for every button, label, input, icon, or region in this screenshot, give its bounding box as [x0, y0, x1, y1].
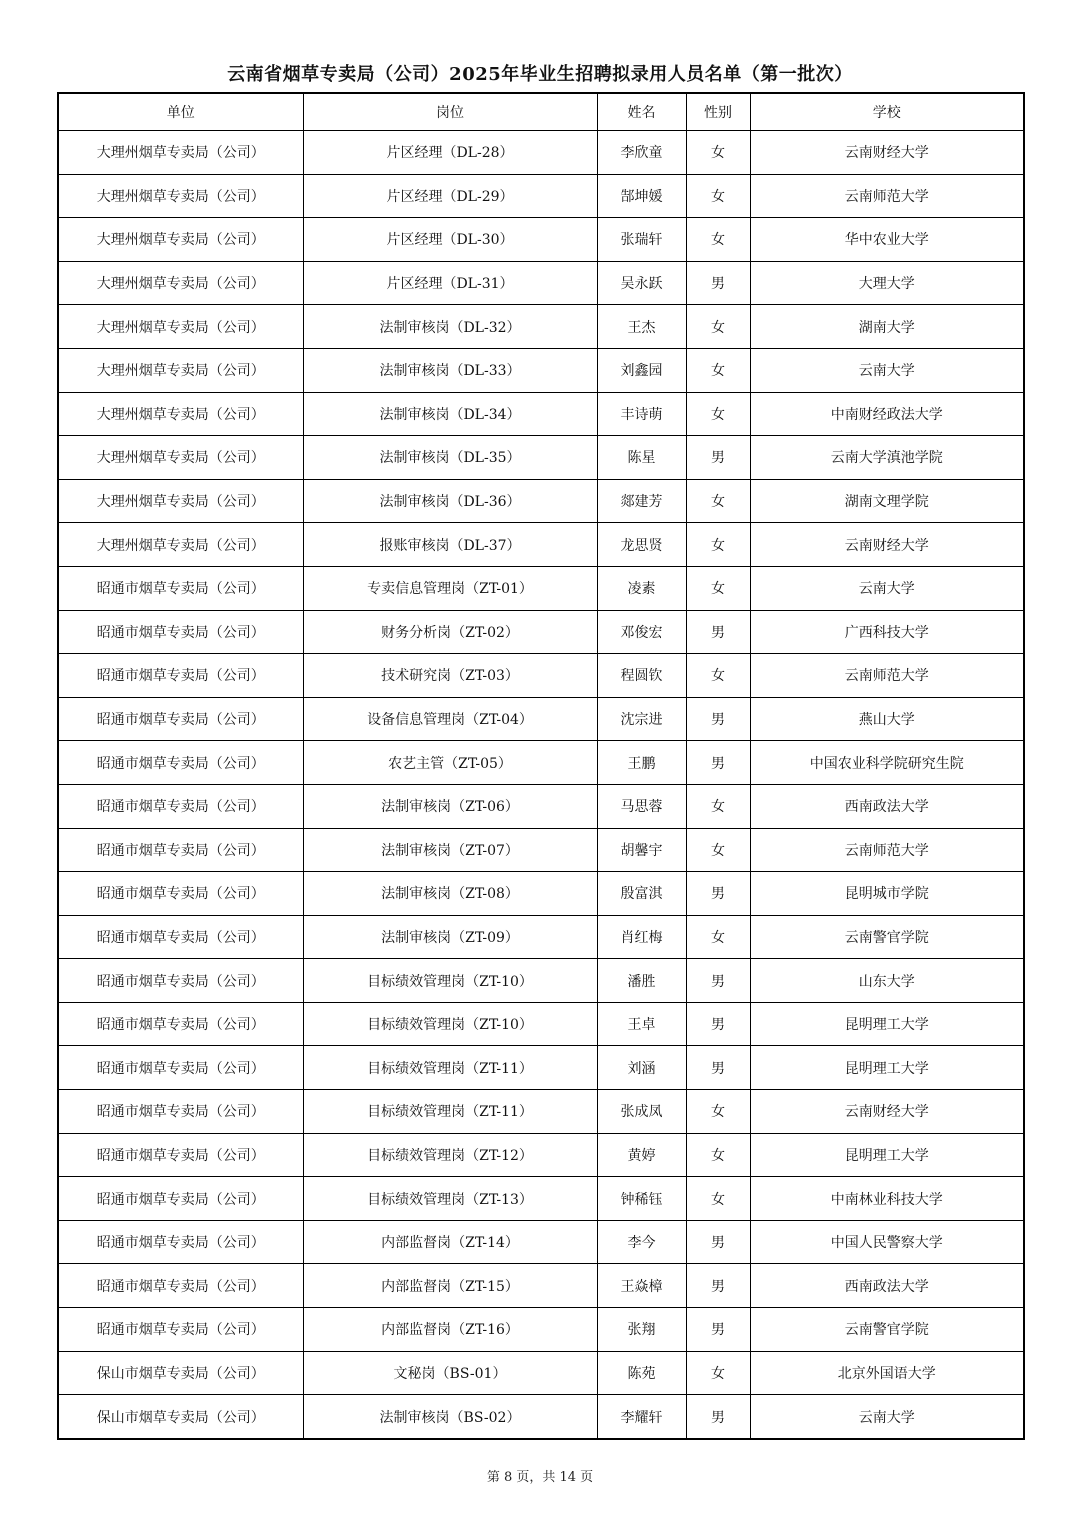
cell-school: 中南财经政法大学 — [750, 392, 1024, 436]
cell-position: 内部监督岗（ZT-16） — [303, 1308, 597, 1352]
cell-school: 昆明城市学院 — [750, 872, 1024, 916]
cell-position: 片区经理（DL-30） — [303, 218, 597, 262]
cell-gender: 男 — [686, 610, 750, 654]
cell-gender: 女 — [686, 392, 750, 436]
cell-school: 山东大学 — [750, 959, 1024, 1003]
cell-gender: 女 — [686, 1133, 750, 1177]
table-row — [58, 131, 1024, 175]
cell-position: 法制审核岗（DL-36） — [303, 479, 597, 523]
cell-school: 北京外国语大学 — [750, 1351, 1024, 1395]
cell-gender: 女 — [686, 1351, 750, 1395]
cell-unit: 保山市烟草专卖局（公司） — [58, 1395, 303, 1439]
cell-gender: 男 — [686, 1395, 750, 1439]
cell-unit: 昭通市烟草专卖局（公司） — [58, 828, 303, 872]
cell-name: 刘涵 — [597, 1046, 686, 1090]
table-row — [58, 348, 1024, 392]
cell-school: 燕山大学 — [750, 697, 1024, 741]
cell-school: 云南大学 — [750, 348, 1024, 392]
cell-gender: 女 — [686, 305, 750, 349]
cell-name: 沈宗进 — [597, 697, 686, 741]
cell-position: 财务分析岗（ZT-02） — [303, 610, 597, 654]
table-row — [58, 872, 1024, 916]
cell-unit: 昭通市烟草专卖局（公司） — [58, 1220, 303, 1264]
cell-position: 法制审核岗（DL-34） — [303, 392, 597, 436]
cell-name: 王焱樟 — [597, 1264, 686, 1308]
cell-school: 昆明理工大学 — [750, 1133, 1024, 1177]
cell-gender: 女 — [686, 174, 750, 218]
cell-name: 张成凤 — [597, 1090, 686, 1134]
header-gender: 性别 — [686, 93, 750, 131]
table-row — [58, 828, 1024, 872]
cell-name: 肖红梅 — [597, 915, 686, 959]
cell-name: 凌素 — [597, 566, 686, 610]
cell-unit: 昭通市烟草专卖局（公司） — [58, 1308, 303, 1352]
cell-name: 郜坤媛 — [597, 174, 686, 218]
cell-school: 云南财经大学 — [750, 131, 1024, 175]
cell-unit: 昭通市烟草专卖局（公司） — [58, 697, 303, 741]
cell-unit: 昭通市烟草专卖局（公司） — [58, 1046, 303, 1090]
cell-position: 内部监督岗（ZT-15） — [303, 1264, 597, 1308]
cell-position: 文秘岗（BS-01） — [303, 1351, 597, 1395]
cell-unit: 大理州烟草专卖局（公司） — [58, 436, 303, 480]
cell-name: 李耀轩 — [597, 1395, 686, 1439]
table-row — [58, 436, 1024, 480]
table-row — [58, 479, 1024, 523]
cell-name: 郯建芳 — [597, 479, 686, 523]
cell-position: 目标绩效管理岗（ZT-13） — [303, 1177, 597, 1221]
page-number: 第 8 页，共 14 页 — [486, 1470, 594, 1485]
cell-unit: 昭通市烟草专卖局（公司） — [58, 1177, 303, 1221]
table-row — [58, 523, 1024, 567]
cell-position: 法制审核岗（DL-33） — [303, 348, 597, 392]
cell-gender: 男 — [686, 872, 750, 916]
cell-position: 法制审核岗（BS-02） — [303, 1395, 597, 1439]
cell-school: 中国农业科学院研究生院 — [750, 741, 1024, 785]
table-row — [58, 1351, 1024, 1395]
cell-gender: 女 — [686, 915, 750, 959]
cell-school: 昆明理工大学 — [750, 1002, 1024, 1046]
cell-position: 法制审核岗（DL-35） — [303, 436, 597, 480]
cell-school: 云南警官学院 — [750, 915, 1024, 959]
cell-name: 吴永跃 — [597, 261, 686, 305]
cell-gender: 女 — [686, 654, 750, 698]
header-position: 岗位 — [303, 93, 597, 131]
table-row — [58, 1133, 1024, 1177]
cell-position: 法制审核岗（DL-32） — [303, 305, 597, 349]
cell-unit: 昭通市烟草专卖局（公司） — [58, 1002, 303, 1046]
cell-position: 目标绩效管理岗（ZT-11） — [303, 1046, 597, 1090]
cell-school: 云南大学 — [750, 1395, 1024, 1439]
cell-school: 广西科技大学 — [750, 610, 1024, 654]
cell-unit: 保山市烟草专卖局（公司） — [58, 1351, 303, 1395]
cell-gender: 男 — [686, 697, 750, 741]
cell-name: 钟稀钰 — [597, 1177, 686, 1221]
cell-position: 法制审核岗（ZT-09） — [303, 915, 597, 959]
cell-unit: 大理州烟草专卖局（公司） — [58, 305, 303, 349]
cell-unit: 昭通市烟草专卖局（公司） — [58, 566, 303, 610]
cell-gender: 女 — [686, 784, 750, 828]
cell-name: 程圆钦 — [597, 654, 686, 698]
table-row — [58, 1308, 1024, 1352]
cell-unit: 大理州烟草专卖局（公司） — [58, 218, 303, 262]
table-row — [58, 392, 1024, 436]
cell-unit: 昭通市烟草专卖局（公司） — [58, 1264, 303, 1308]
table-row — [58, 741, 1024, 785]
cell-unit: 大理州烟草专卖局（公司） — [58, 261, 303, 305]
cell-position: 片区经理（DL-29） — [303, 174, 597, 218]
cell-unit: 昭通市烟草专卖局（公司） — [58, 1090, 303, 1134]
cell-gender: 女 — [686, 828, 750, 872]
cell-school: 云南财经大学 — [750, 523, 1024, 567]
cell-name: 张瑞轩 — [597, 218, 686, 262]
table-row — [58, 566, 1024, 610]
cell-name: 李欣童 — [597, 131, 686, 175]
header-name: 姓名 — [597, 93, 686, 131]
cell-school: 昆明理工大学 — [750, 1046, 1024, 1090]
cell-name: 马思蓉 — [597, 784, 686, 828]
cell-name: 陈苑 — [597, 1351, 686, 1395]
cell-position: 专卖信息管理岗（ZT-01） — [303, 566, 597, 610]
cell-position: 法制审核岗（ZT-08） — [303, 872, 597, 916]
cell-position: 法制审核岗（ZT-07） — [303, 828, 597, 872]
cell-gender: 女 — [686, 566, 750, 610]
cell-name: 刘鑫园 — [597, 348, 686, 392]
table-row — [58, 1002, 1024, 1046]
table-row — [58, 610, 1024, 654]
cell-position: 内部监督岗（ZT-14） — [303, 1220, 597, 1264]
cell-gender: 女 — [686, 218, 750, 262]
table-row — [58, 784, 1024, 828]
cell-unit: 昭通市烟草专卖局（公司） — [58, 610, 303, 654]
table-row — [58, 697, 1024, 741]
cell-name: 黄婷 — [597, 1133, 686, 1177]
cell-gender: 男 — [686, 1308, 750, 1352]
cell-gender: 男 — [686, 261, 750, 305]
cell-school: 云南大学 — [750, 566, 1024, 610]
cell-position: 农艺主管（ZT-05） — [303, 741, 597, 785]
cell-name: 龙思贤 — [597, 523, 686, 567]
cell-unit: 大理州烟草专卖局（公司） — [58, 174, 303, 218]
header-unit: 单位 — [58, 93, 303, 131]
cell-unit: 昭通市烟草专卖局（公司） — [58, 1133, 303, 1177]
cell-name: 王鹏 — [597, 741, 686, 785]
cell-school: 湖南文理学院 — [750, 479, 1024, 523]
table-header-row — [58, 93, 1024, 131]
cell-name: 胡馨宇 — [597, 828, 686, 872]
cell-position: 目标绩效管理岗（ZT-11） — [303, 1090, 597, 1134]
cell-school: 中国人民警察大学 — [750, 1220, 1024, 1264]
cell-gender: 男 — [686, 1002, 750, 1046]
cell-position: 法制审核岗（ZT-06） — [303, 784, 597, 828]
cell-unit: 昭通市烟草专卖局（公司） — [58, 654, 303, 698]
table-row — [58, 174, 1024, 218]
cell-school: 湖南大学 — [750, 305, 1024, 349]
header-school: 学校 — [750, 93, 1024, 131]
cell-name: 邓俊宏 — [597, 610, 686, 654]
cell-position: 设备信息管理岗（ZT-04） — [303, 697, 597, 741]
table-row — [58, 1395, 1024, 1439]
table-row — [58, 1177, 1024, 1221]
cell-unit: 昭通市烟草专卖局（公司） — [58, 784, 303, 828]
cell-name: 潘胜 — [597, 959, 686, 1003]
table-row — [58, 261, 1024, 305]
cell-position: 目标绩效管理岗（ZT-12） — [303, 1133, 597, 1177]
cell-name: 王卓 — [597, 1002, 686, 1046]
cell-gender: 女 — [686, 1177, 750, 1221]
cell-gender: 男 — [686, 1220, 750, 1264]
cell-unit: 大理州烟草专卖局（公司） — [58, 479, 303, 523]
cell-school: 云南师范大学 — [750, 174, 1024, 218]
cell-school: 云南大学滇池学院 — [750, 436, 1024, 480]
cell-gender: 女 — [686, 479, 750, 523]
table-row — [58, 305, 1024, 349]
cell-school: 云南警官学院 — [750, 1308, 1024, 1352]
table-row — [58, 1046, 1024, 1090]
table-row — [58, 959, 1024, 1003]
cell-school: 中南林业科技大学 — [750, 1177, 1024, 1221]
cell-position: 报账审核岗（DL-37） — [303, 523, 597, 567]
document-title: 云南省烟草专卖局（公司）2025年毕业生招聘拟录用人员名单（第一批次） — [227, 64, 853, 85]
table-body — [58, 131, 1024, 1439]
cell-unit: 昭通市烟草专卖局（公司） — [58, 741, 303, 785]
cell-unit: 大理州烟草专卖局（公司） — [58, 348, 303, 392]
cell-name: 丰诗萌 — [597, 392, 686, 436]
cell-position: 片区经理（DL-28） — [303, 131, 597, 175]
cell-gender: 男 — [686, 741, 750, 785]
cell-name: 殷富淇 — [597, 872, 686, 916]
cell-school: 西南政法大学 — [750, 784, 1024, 828]
cell-position: 目标绩效管理岗（ZT-10） — [303, 959, 597, 1003]
cell-name: 王杰 — [597, 305, 686, 349]
cell-gender: 男 — [686, 1046, 750, 1090]
cell-gender: 女 — [686, 348, 750, 392]
table-row — [58, 1090, 1024, 1134]
cell-gender: 女 — [686, 523, 750, 567]
cell-position: 目标绩效管理岗（ZT-10） — [303, 1002, 597, 1046]
cell-school: 大理大学 — [750, 261, 1024, 305]
cell-name: 陈星 — [597, 436, 686, 480]
cell-gender: 男 — [686, 959, 750, 1003]
table-row — [58, 218, 1024, 262]
table-row — [58, 1220, 1024, 1264]
cell-gender: 女 — [686, 1090, 750, 1134]
cell-school: 云南师范大学 — [750, 828, 1024, 872]
cell-school: 云南师范大学 — [750, 654, 1024, 698]
cell-unit: 大理州烟草专卖局（公司） — [58, 392, 303, 436]
cell-unit: 昭通市烟草专卖局（公司） — [58, 872, 303, 916]
cell-school: 云南财经大学 — [750, 1090, 1024, 1134]
table-row — [58, 915, 1024, 959]
cell-name: 李今 — [597, 1220, 686, 1264]
cell-position: 片区经理（DL-31） — [303, 261, 597, 305]
cell-unit: 昭通市烟草专卖局（公司） — [58, 959, 303, 1003]
cell-unit: 大理州烟草专卖局（公司） — [58, 131, 303, 175]
cell-position: 技术研究岗（ZT-03） — [303, 654, 597, 698]
cell-gender: 男 — [686, 1264, 750, 1308]
table-row — [58, 1264, 1024, 1308]
cell-unit: 昭通市烟草专卖局（公司） — [58, 915, 303, 959]
cell-school: 西南政法大学 — [750, 1264, 1024, 1308]
cell-gender: 男 — [686, 436, 750, 480]
cell-name: 张翔 — [597, 1308, 686, 1352]
hiring-roster-table — [57, 92, 1025, 1440]
cell-gender: 女 — [686, 131, 750, 175]
cell-school: 华中农业大学 — [750, 218, 1024, 262]
table-row — [58, 654, 1024, 698]
cell-unit: 大理州烟草专卖局（公司） — [58, 523, 303, 567]
